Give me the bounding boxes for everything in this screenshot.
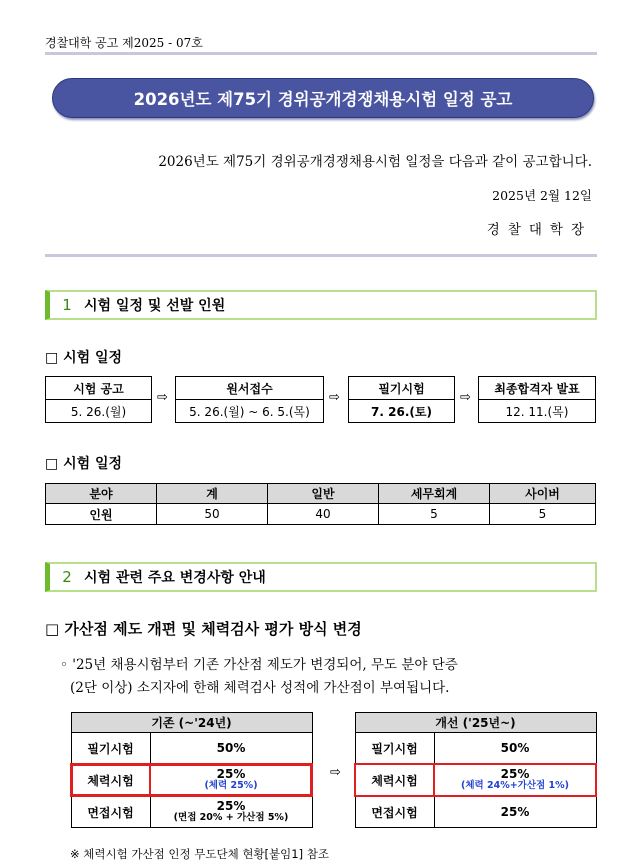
intro-text: 2026년도 제75기 경위공개경쟁채용시험 일정을 다음과 같이 공고합니다. <box>158 154 592 170</box>
row-note: (면접 20% + 가산점 5%) <box>173 812 289 823</box>
step-date: 12. 11.(목) <box>505 404 569 419</box>
arrow-icon: ⇨ <box>157 390 168 405</box>
change-heading: □ 가산점 제도 개편 및 체력검사 평가 방식 변경 <box>45 620 362 638</box>
step-date: 5. 26.(월) <box>70 404 127 419</box>
footnote: ※ 체력시험 가산점 인정 무도단체 현황[붙임1] 참조 <box>70 847 329 861</box>
page-title: 2026년도 제75기 경위공개경쟁채용시험 일정 공고 <box>52 78 594 118</box>
count-heading: □ 시험 일정 <box>45 456 123 472</box>
section-title: 시험 관련 주요 변경사항 안내 <box>84 570 266 586</box>
table-header: 계 <box>157 484 268 504</box>
divider <box>45 52 597 55</box>
row-label: 체력시험 <box>71 764 150 796</box>
count-table <box>45 483 596 525</box>
table-header-row <box>46 484 596 504</box>
row-note: (체력 25%) <box>204 780 258 791</box>
table-header: 일반 <box>268 484 379 504</box>
table-header: 사이버 <box>490 484 596 504</box>
arrow-icon: ⇨ <box>460 390 471 405</box>
row-label: 필기시험 <box>355 733 434 765</box>
table-header: 분야 <box>46 484 157 504</box>
before-table <box>70 712 313 828</box>
schedule-step <box>175 376 324 423</box>
step-label: 필기시험 <box>349 377 454 400</box>
table-row-highlighted <box>355 764 596 796</box>
table-row <box>71 796 312 828</box>
section-number: 2 <box>62 568 72 586</box>
table-cell: 50 <box>157 504 268 525</box>
arrow-icon: ⇨ <box>330 765 341 780</box>
notice-date: 2025년 2월 12일 <box>492 188 592 203</box>
table-cell: 5 <box>379 504 490 525</box>
table-header: 세무회계 <box>379 484 490 504</box>
row-label: 면접시험 <box>355 796 434 828</box>
table-header: 개선 ('25년~) <box>355 713 596 733</box>
section-2-header <box>45 562 597 592</box>
row-value: 25% (면접 20% + 가산점 5%) <box>150 796 312 828</box>
table-cell: 40 <box>268 504 379 525</box>
row-value: 25% <box>434 796 596 828</box>
step-date: 5. 26.(월) ~ 6. 5.(목) <box>189 404 310 419</box>
issuer: 경찰대학장 <box>486 222 592 238</box>
step-label: 원서접수 <box>176 377 323 400</box>
row-value: 50% <box>150 733 312 765</box>
table-row <box>355 733 596 765</box>
after-table <box>354 712 597 828</box>
row-value: 25% (체력 24%+가산점 1%) <box>434 764 596 796</box>
description-line: ◦ '25년 채용시험부터 기존 가산점 제도가 변경되어, 무도 분야 단증 <box>60 657 458 673</box>
section-1-header <box>45 290 597 320</box>
row-value: 50% <box>434 733 596 765</box>
table-row <box>46 504 596 525</box>
arrow-icon: ⇨ <box>329 390 340 405</box>
row-label: 면접시험 <box>71 796 150 828</box>
schedule-heading: □ 시험 일정 <box>45 350 123 366</box>
row-label: 필기시험 <box>71 733 150 765</box>
table-cell: 인원 <box>46 504 157 525</box>
row-value: 25% (체력 25%) <box>150 764 312 796</box>
notice-number: 경찰대학 공고 제2025 - 07호 <box>45 36 203 50</box>
step-label: 최종합격자 발표 <box>479 377 595 400</box>
table-row <box>71 733 312 765</box>
table-cell: 5 <box>490 504 596 525</box>
section-number: 1 <box>62 296 72 314</box>
change-description <box>60 654 598 700</box>
table-row-highlighted <box>71 764 312 796</box>
section-title: 시험 일정 및 선발 인원 <box>84 298 226 314</box>
schedule-step <box>348 376 455 423</box>
schedule-step <box>45 376 152 423</box>
row-note: (체력 24%+가산점 1%) <box>460 780 569 791</box>
step-label: 시험 공고 <box>46 377 151 400</box>
row-label: 체력시험 <box>355 764 434 796</box>
description-line: (2단 이상) 소지자에 한해 체력검사 성적에 가산점이 부여됩니다. <box>70 680 450 696</box>
step-date: 7. 26.(토) <box>371 404 432 419</box>
table-row <box>355 796 596 828</box>
schedule-step <box>478 376 596 423</box>
table-header: 기존 (~'24년) <box>71 713 312 733</box>
divider <box>45 254 597 257</box>
